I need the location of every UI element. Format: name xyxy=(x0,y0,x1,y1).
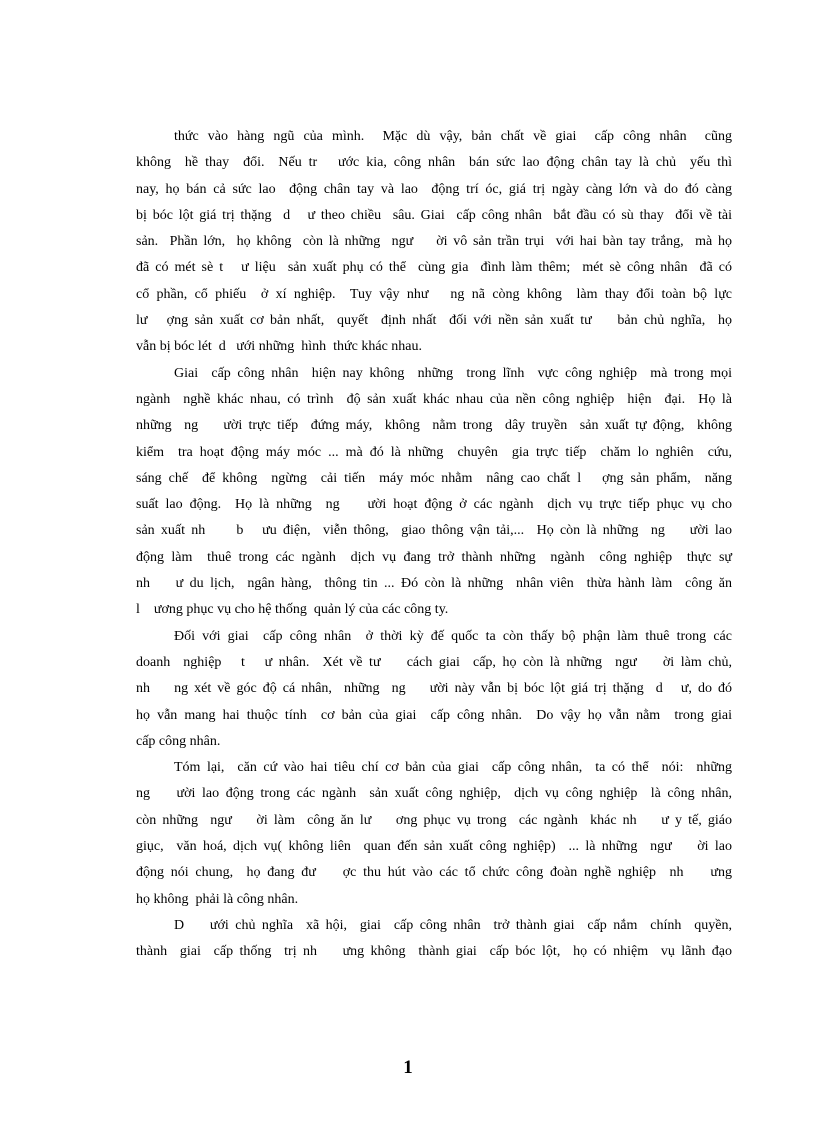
text-line: thành giai cấp thống trị nh ưng không thành giai cấp bóc lột, họ có nhiệm vụ lãnh đạo xyxy=(136,944,732,960)
paragraph-2 xyxy=(136,361,732,624)
text-line: họ vẫn mang hai thuộc tính cơ bản của giai cấp công nhân. Do vậy họ vẫn nằm trong giai xyxy=(136,707,732,723)
document-body xyxy=(136,124,732,966)
text-line: nay, họ bán cả sức lao động chân tay và lao động trí óc, giá trị ngày càng lớn và do đó càng xyxy=(136,181,732,197)
paragraph-4 xyxy=(136,755,732,913)
text-line: cổ phần, cổ phiếu ở xí nghiệp. Tuy vậy như ng nã còng không làm thay đổi toàn bộ lực xyxy=(136,286,732,302)
text-line: suất lao động. Họ là những ng ười hoạt động ở các ngành dịch vụ trực tiếp phục vụ cho xyxy=(136,497,732,513)
text-line: ng ười lao động trong các ngành sản xuất công nghiệp, dịch vụ công nghiệp là công nhân, xyxy=(136,786,732,802)
text-line: kiểm tra hoạt động máy móc ... mà đó là những chuyên gia trực tiếp chăm lo nghiên cứu, xyxy=(136,444,732,460)
text-line: những ng ười trực tiếp đứng máy, không nằm trong dây truyền sản xuất tự động, không xyxy=(136,418,732,434)
text-line: sản xuất nh b ưu điện, viễn thông, giao thông vận tải,... Họ còn là những ng ười lao xyxy=(136,523,732,539)
text-line: lư ợng sản xuất cơ bản nhất, quyết định nhất đối với nền sản xuất tư bản chủ nghĩa, họ xyxy=(136,313,732,329)
text-line: sản. Phần lớn, họ không còn là những ngư ời vô sản trần trụi với hai bàn tay trắng, mà họ xyxy=(136,234,732,250)
paragraph-3 xyxy=(136,624,732,755)
text-line: còn những ngư ời làm công ăn lư ơng phục vụ trong các ngành khác nh ư y tế, giáo xyxy=(136,812,732,828)
text-line: Giai cấp công nhân hiện nay không những trong lĩnh vực công nghiệp mà trong mọi xyxy=(174,365,732,381)
text-line: Tóm lại, căn cứ vào hai tiêu chí cơ bản của giai cấp công nhân, ta có thể nói: những xyxy=(174,760,732,776)
text-line: không hề thay đổi. Nếu tr ước kia, công nhân bán sức lao động chân tay là chủ yếu thì xyxy=(136,155,732,171)
text-line: bị bóc lột giá trị thặng d ư theo chiều sâu. Giai cấp công nhân bắt đầu có sù thay đổi về tài xyxy=(136,207,732,223)
text-line: nh ư du lịch, ngân hàng, thông tin ... Đó còn là những nhân viên thừa hành làm công ăn xyxy=(136,576,732,592)
text-line: động nói chung, họ đang đư ợc thu hút vào các tổ chức công đoàn nghề nghiệp nh ưng xyxy=(136,865,732,881)
text-line: vẫn bị bóc lét d ưới những hình thức khác nhau. xyxy=(136,339,423,355)
text-line: đã có mét sè t ư liệu sản xuất phụ có thể cùng gia đình làm thêm; mét sè công nhân đã có xyxy=(136,260,732,276)
paragraph-1 xyxy=(136,124,732,361)
text-line: thức vào hàng ngũ của mình. Mặc dù vậy, bản chất về giai cấp công nhân cũng xyxy=(174,129,732,144)
paragraph-5 xyxy=(136,913,732,966)
text-line: họ không phải là công nhân. xyxy=(136,891,299,907)
page-number: 1 xyxy=(403,1057,413,1078)
text-line: l ương phục vụ cho hệ thống quản lý của các công ty. xyxy=(136,602,449,618)
text-line: sáng chế để không ngừng cải tiến máy móc nhằm nâng cao chất l ợng sản phẩm, năng xyxy=(136,470,732,486)
text-line: doanh nghiệp t ư nhân. Xét về tư cách giai cấp, họ còn là những ngư ời làm chủ, xyxy=(136,654,732,670)
text-line: nh ng xét về góc độ cá nhân, những ng ười này vẫn bị bóc lột giá trị thặng d ư, do đó xyxy=(136,681,732,697)
text-line: Đối với giai cấp công nhân ở thời kỳ đế quốc ta còn thấy bộ phận làm thuê trong các xyxy=(174,628,732,644)
text-line: giục, văn hoá, dịch vụ( không liên quan đến sản xuất công nghiệp) ... là những ngư ời lao xyxy=(136,839,732,855)
text-line: ngành nghề khác nhau, có trình độ sản xuất khác nhau của nền công nghiệp hiện đại. Họ là xyxy=(136,391,732,407)
text-line: D ưới chủ nghĩa xã hội, giai cấp công nhân trở thành giai cấp nắm chính quyền, xyxy=(174,917,732,933)
text-line: động làm thuê trong các ngành dịch vụ đang trở thành những ngành công nghiệp thực sự xyxy=(136,549,732,565)
text-line: cấp công nhân. xyxy=(136,733,221,749)
